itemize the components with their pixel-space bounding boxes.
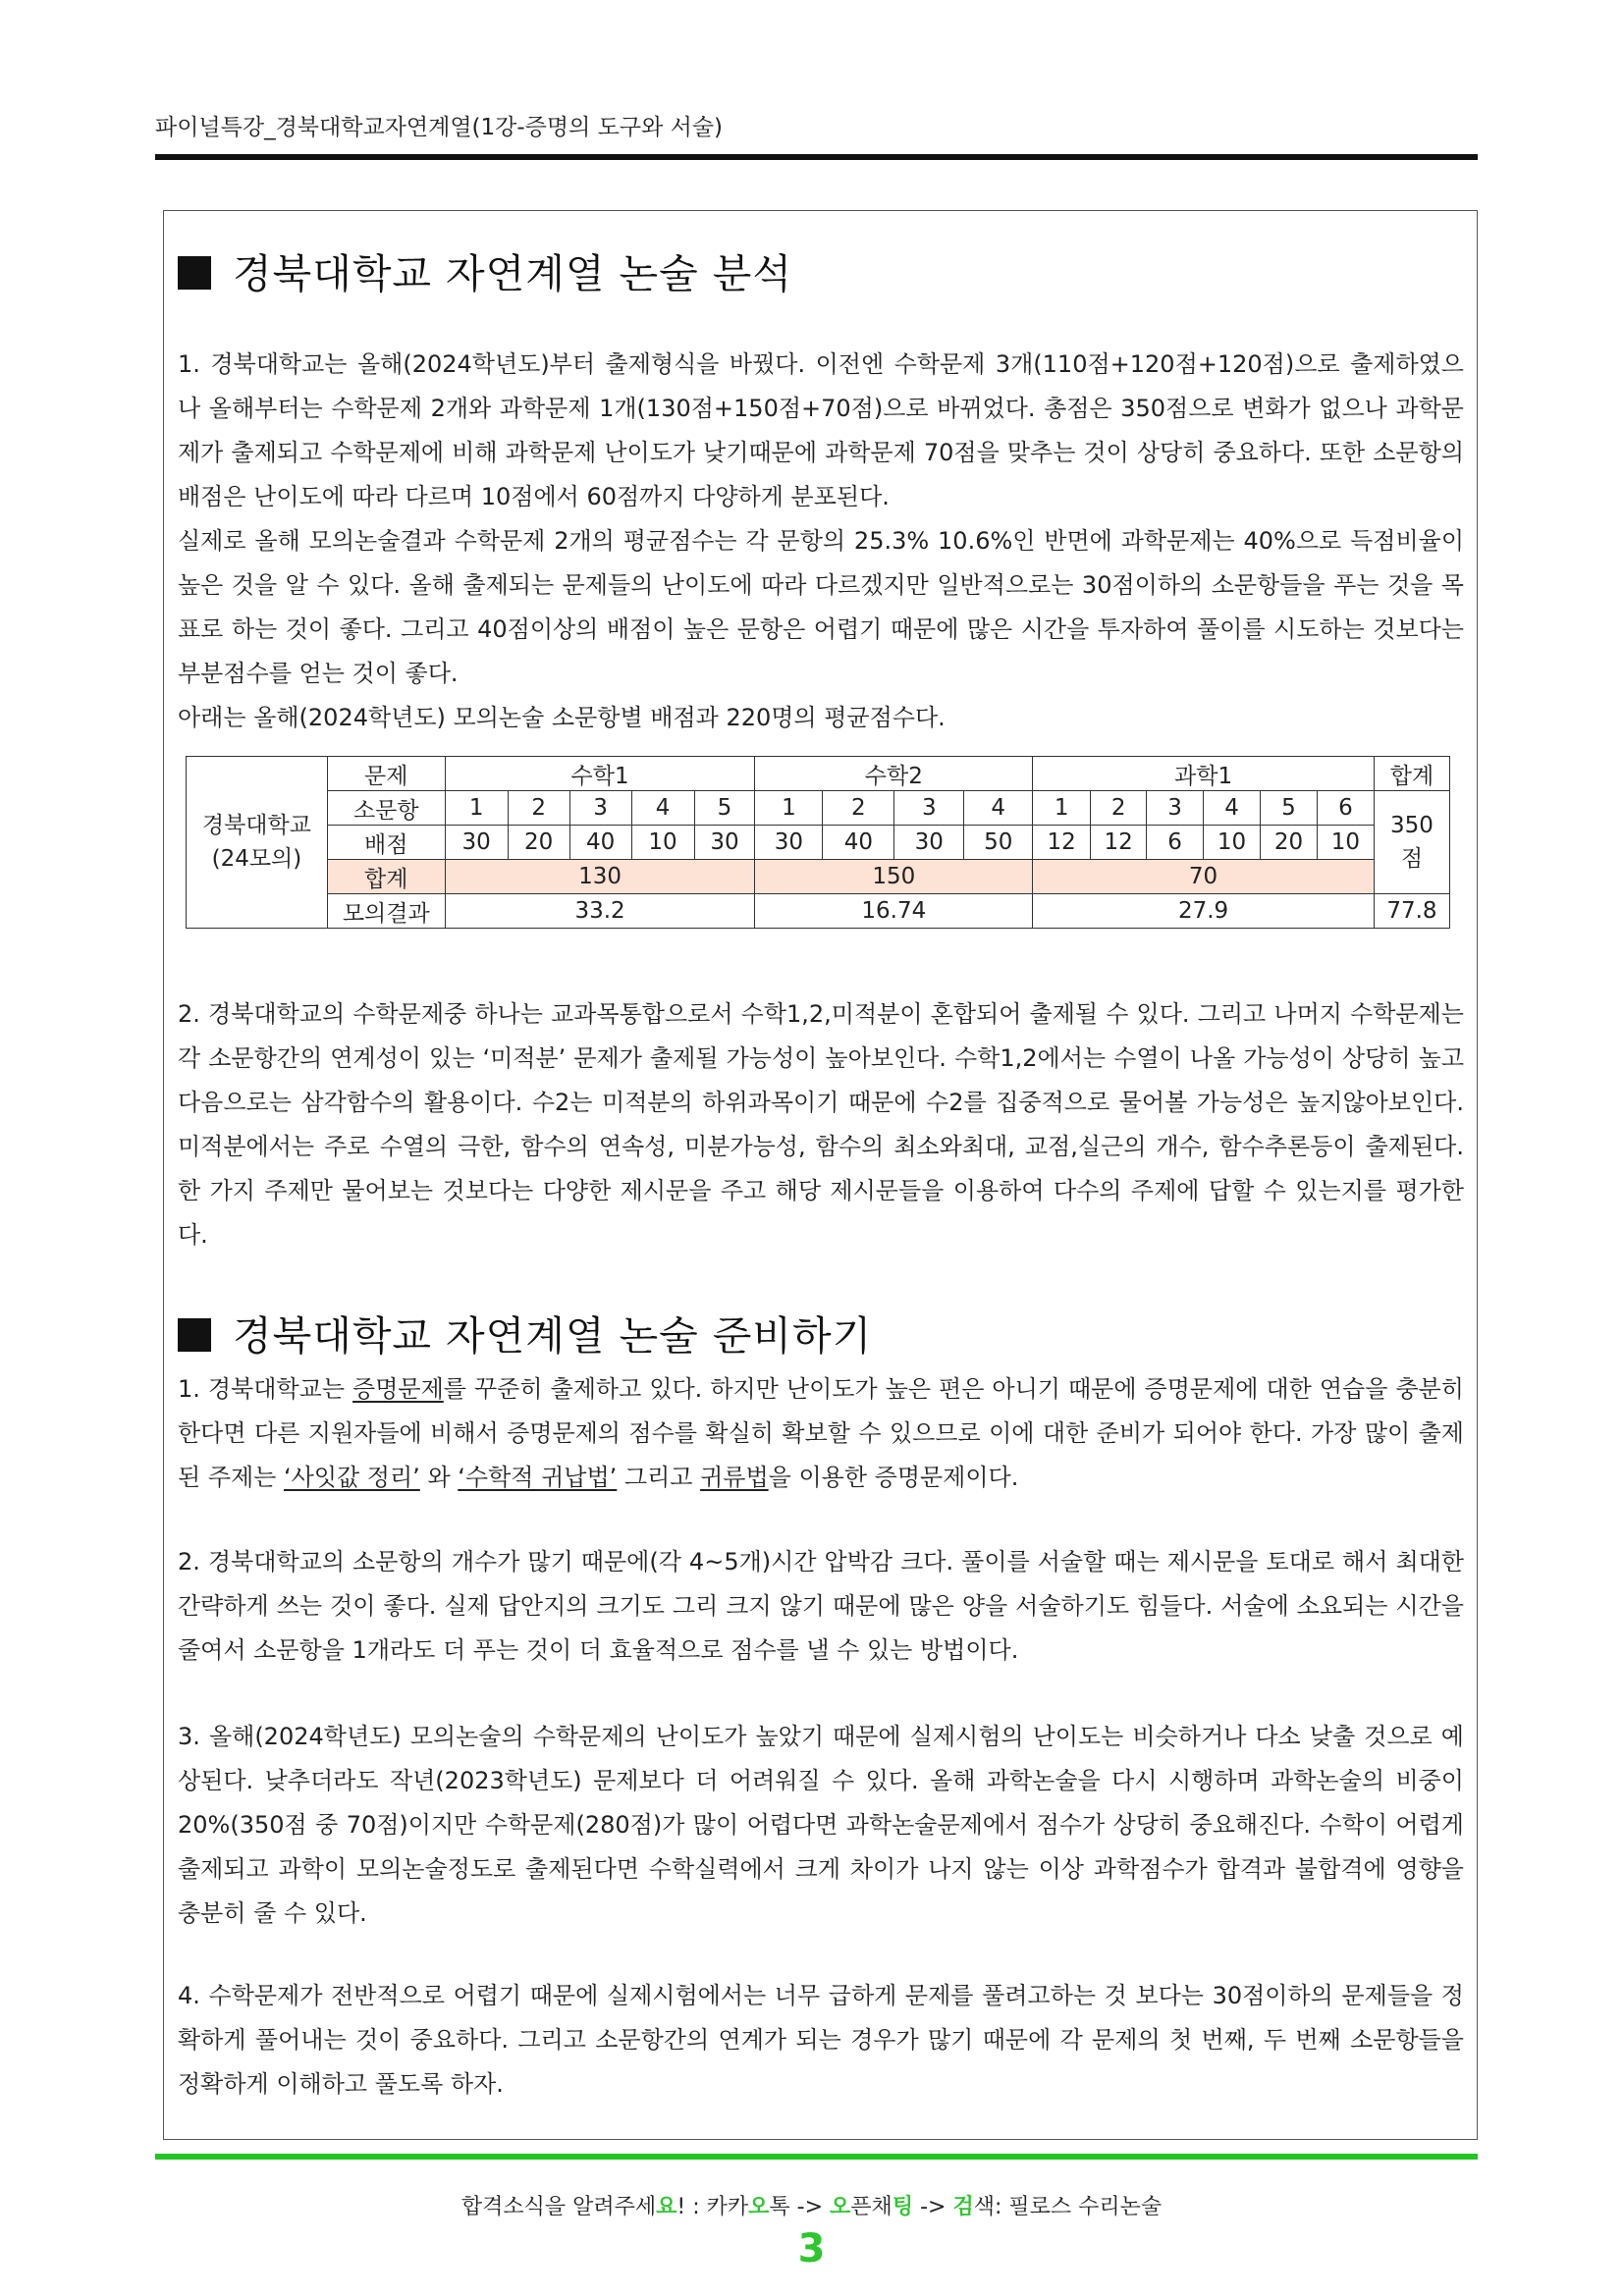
- text-run: 와: [419, 1464, 459, 1491]
- row-label-total: 합계: [327, 860, 445, 894]
- text-run: 를 꾸준히 출제하고 있다. 하지만 난이도가 높은 편은 아니기 때문에 증명문제에 대한 연습을 충분히한다면 다른 지원자들에 비해서 증명문제의 점수를 확실히 확보할 수 있으므로 이에 대한 준비가 되어야 한다. 가장 많이 출제된 주제는: [178, 1375, 1464, 1491]
- score-cell: 6: [1147, 826, 1204, 860]
- footer-run: ->: [913, 2195, 953, 2219]
- result-sci1: 27.9: [1033, 894, 1375, 929]
- footer-text: [0, 2190, 1623, 2220]
- footer-highlight: 팅: [892, 2195, 914, 2219]
- row-label-sub: 소문항: [327, 791, 445, 826]
- section2-heading: [178, 1304, 872, 1362]
- section2-p1: [178, 1367, 1464, 1500]
- text-run: 을 이용한 증명문제이다.: [768, 1464, 1019, 1491]
- page-number: 3: [797, 2226, 826, 2271]
- score-cell: 20: [1261, 826, 1318, 860]
- sub-cell: 4: [631, 791, 694, 826]
- section2-p4-block: [178, 1974, 1464, 2107]
- section2-p4: 4. 수학문제가 전반적으로 어렵기 때문에 실제시험에서는 너무 급하게 문제를 풀려고하는 것 보다는 30점이하의 문제들을 정확하게 풀어내는 것이 중요하다. 그리고 소문항간의 연계가 되는 경우가 많기 때문에 각 문제의 첫 번째, 두 번째 소문항들을 정확하게 이해하고 풀도록 하자.: [178, 1982, 1464, 2098]
- school-sub: (24모의): [211, 846, 302, 872]
- footer-highlight: 요: [656, 2195, 677, 2219]
- total-all: 350: [1390, 813, 1434, 838]
- sub-cell: 1: [1033, 791, 1091, 826]
- school-name: 경북대학교: [201, 813, 311, 838]
- score-cell: 12: [1091, 826, 1147, 860]
- sub-cell: 3: [1147, 791, 1204, 826]
- school-cell: [187, 757, 328, 929]
- section2-title: 경북대학교 자연계열 논술 준비하기: [233, 1312, 873, 1360]
- table-row: [187, 826, 1450, 860]
- section1-heading: [178, 241, 792, 299]
- header-rule: [155, 154, 1478, 160]
- score-cell: 12: [1033, 826, 1091, 860]
- section2-p3-block: [178, 1715, 1464, 1936]
- footer-run: 합격소식을 알려주세: [460, 2195, 657, 2219]
- group-math2: 수학2: [755, 757, 1033, 791]
- sub-cell: 4: [964, 791, 1033, 826]
- section2-p3: 3. 올해(2024학년도) 모의논술의 수학문제의 난이도가 높았기 때문에 실제시험의 난이도는 비슷하거나 다소 낮출 것으로 예상된다. 낮추더라도 작년(2023학년도) 문제보다 더 어려워질 수 있다. 올해 과학논술을 다시 시행하며 과학논술의 비중이 20%(350점 중 70점)이지만 수학문제(280점)가 많이 어렵다면 과학논술문제에서 점수가 상당히 중요해진다. 수학이 어렵게 출제되고 과학이 모의논술정도로 출제된다면 수학실력에서 크게 차이가 나지 않는 이상 과학점수가 합격과 불합격에 영향을 충분히 줄 수 있다.: [178, 1723, 1464, 1927]
- footer-highlight: 검: [952, 2195, 974, 2219]
- result-math1: 33.2: [445, 894, 755, 929]
- score-cell: 40: [823, 826, 894, 860]
- score-cell: 10: [631, 826, 694, 860]
- table-row: [187, 894, 1450, 929]
- score-cell: 30: [694, 826, 755, 860]
- text-run: 1. 경북대학교는: [178, 1375, 353, 1403]
- sub-cell: 3: [569, 791, 631, 826]
- score-cell: 30: [755, 826, 823, 860]
- score-cell: 10: [1204, 826, 1261, 860]
- sub-cell: 6: [1317, 791, 1374, 826]
- sub-cell: 2: [1091, 791, 1147, 826]
- sub-cell: 5: [1261, 791, 1318, 826]
- text-run: 그리고: [617, 1464, 701, 1491]
- score-table: [186, 756, 1450, 929]
- square-bullet-icon: [178, 256, 211, 290]
- footer-run: ! : 카카: [676, 2195, 749, 2219]
- score-cell: 30: [445, 826, 508, 860]
- result-all: 77.8: [1374, 894, 1449, 929]
- underlined-term: ‘수학적 귀납법’: [458, 1464, 618, 1491]
- footer-run: 픈채: [850, 2195, 893, 2219]
- section1-p1: 1. 경북대학교는 올해(2024학년도)부터 출제형식을 바꿨다. 이전엔 수학문제 3개(110점+120점+120점)으로 출제하였으나 올해부터는 수학문제 2개와 과학문제 1개(130점+150점+70점)으로 바뀌었다. 총점은 350점으로 변화가 없으나 과학문제가 출제되고 수학문제에 비해 과학문제 난이도가 낮기때문에 과학문제 70점을 맞추는 것이 상당히 중요하다. 또한 소문항의 배점은 난이도에 따라 다르며 10점에서 60점까지 다양하게 분포된다.: [178, 350, 1464, 510]
- section1-p3: 아래는 올해(2024학년도) 모의논술 소문항별 배점과 220명의 평균점수다.: [178, 704, 946, 731]
- score-cell: 20: [508, 826, 569, 860]
- table-row: [187, 791, 1450, 826]
- sub-cell: 5: [694, 791, 755, 826]
- section1-body: [178, 343, 1464, 740]
- footer-highlight: 오: [748, 2195, 770, 2219]
- row-label-score: 배점: [327, 826, 445, 860]
- sub-cell: 2: [823, 791, 894, 826]
- underlined-term: 귀류법: [700, 1464, 769, 1491]
- footer-rule: [155, 2154, 1478, 2160]
- total-math2: 150: [755, 860, 1033, 894]
- section1-p4: 2. 경북대학교의 수학문제중 하나는 교과목통합으로서 수학1,2,미적분이 혼합되어 출제될 수 있다. 그리고 나머지 수학문제는 각 소문항간의 연계성이 있는 ‘미적분’ 문제가 출제될 가능성이 높아보인다. 수학1,2에서는 수열이 나올 가능성이 상당히 높고 다음으로는 삼각함수의 활용이다. 수2는 미적분의 하위과목이기 때문에 수2를 집중적으로 물어볼 가능성은 높지않아보인다. 미적분에서는 주로 수열의 극한, 함수의 연속성, 미분가능성, 함수의 최소와최대, 교점,실근의 개수, 함수추론등이 출제된다. 한 가지 주제만 물어보는 것보다는 다양한 제시문을 주고 해당 제시문들을 이용하여 다수의 주제에 답할 수 있는지를 평가한다.: [178, 1000, 1464, 1249]
- footer-run: 색: 필로스 수리논술: [973, 2195, 1163, 2219]
- square-bullet-icon: [178, 1318, 211, 1352]
- header-title: 파이널특강_경북대학교자연계열(1강-증명의 도구와 서술): [155, 115, 724, 140]
- table-row: [187, 860, 1450, 894]
- group-sum: 합계: [1374, 757, 1449, 791]
- score-cell: 50: [964, 826, 1033, 860]
- score-cell: 10: [1317, 826, 1374, 860]
- underlined-term: ‘사잇값 정리’: [284, 1464, 420, 1491]
- sub-cell: 4: [1204, 791, 1261, 826]
- row-label-result: 모의결과: [327, 894, 445, 929]
- footer-run: 톡 ->: [769, 2195, 831, 2219]
- section1-title: 경북대학교 자연계열 논술 분석: [233, 250, 792, 297]
- section2-p2-block: [178, 1540, 1464, 1673]
- sub-cell: 3: [894, 791, 964, 826]
- section1-p4-block: [178, 992, 1464, 1257]
- table-row: [187, 757, 1450, 791]
- total-all-cell: [1374, 791, 1449, 894]
- group-sci1: 과학1: [1033, 757, 1375, 791]
- total-sci1: 70: [1033, 860, 1375, 894]
- underlined-term: 증명문제: [352, 1375, 444, 1403]
- sub-cell: 1: [445, 791, 508, 826]
- group-math1: 수학1: [445, 757, 755, 791]
- score-cell: 30: [894, 826, 964, 860]
- sub-cell: 2: [508, 791, 569, 826]
- total-math1: 130: [445, 860, 755, 894]
- section1-p2: 실제로 올해 모의논술결과 수학문제 2개의 평균점수는 각 문항의 25.3% 10.6%인 반면에 과학문제는 40%으로 득점비율이 높은 것을 알 수 있다. 올해 출제되는 문제들의 난이도에 따라 다르겠지만 일반적으로는 30점이하의 소문항들을 푸는 것을 목표로 하는 것이 좋다. 그리고 40점이상의 배점이 높은 문항은 어렵기 때문에 많은 시간을 투자하여 풀이를 시도하는 것보다는 부분점수를 얻는 것이 좋다.: [178, 527, 1464, 687]
- score-cell: 40: [569, 826, 631, 860]
- total-all-unit: 점: [1400, 846, 1424, 872]
- section2-p1-block: [178, 1367, 1464, 1500]
- footer-highlight: 오: [830, 2195, 851, 2219]
- sub-cell: 1: [755, 791, 823, 826]
- section2-p2: 2. 경북대학교의 소문항의 개수가 많기 때문에(각 4~5개)시간 압박감 크다. 풀이를 서술할 때는 제시문을 토대로 해서 최대한 간략하게 쓰는 것이 좋다. 실제 답안지의 크기도 그리 크지 않기 때문에 많은 양을 서술하기도 힘들다. 서술에 소요되는 시간을 줄여서 소문항을 1개라도 더 푸는 것이 더 효율적으로 점수를 낼 수 있는 방법이다.: [178, 1548, 1464, 1664]
- row-label-problem: 문제: [327, 757, 445, 791]
- result-math2: 16.74: [755, 894, 1033, 929]
